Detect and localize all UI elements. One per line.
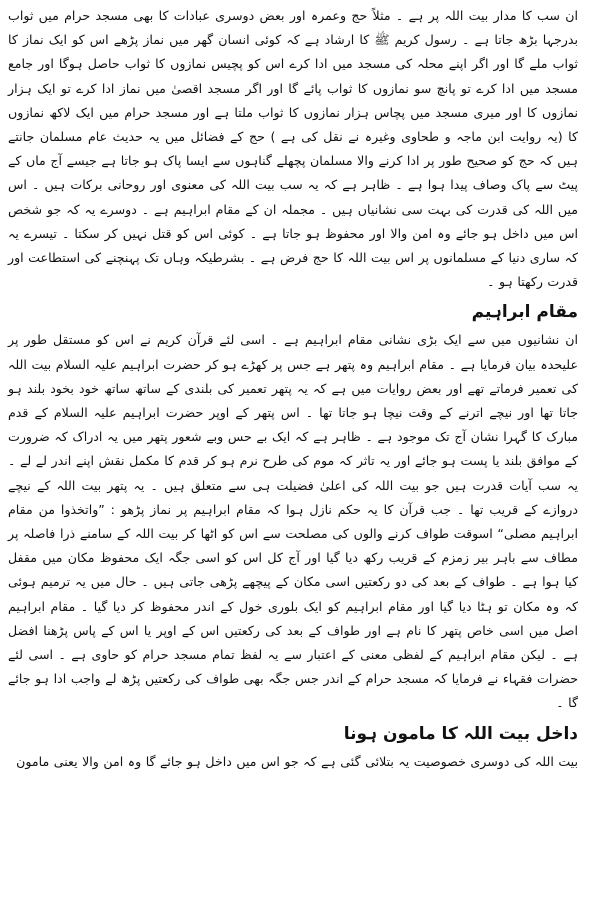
section-heading-safety-in-kaaba: داخل بیت اللہ کا مامون ہونا: [343, 723, 578, 744]
paragraph-safety: بیت اللہ کی دوسری خصوصیت یہ بتلائی گئی ہے کہ جو اس میں داخل ہو جائے گا وہ امن والا یعنی مامون: [16, 753, 578, 769]
paragraph-maqam-ibrahim: ان نشانیوں میں سے ایک بڑی نشانی مقام ابراہیم ہے ۔ اسی لئے قرآن کریم نے اس کو مستقل طور پر علیحدہ بیان فرمایا ہے ۔ مقام ابراہیم وہ پتھر ہے جس پر کھڑے ہو کر حضرت ابراہیم علیہ السلام بیت اللہ کی تعمیر فرماتے تھے اور بعض روایات میں ہے کہ یہ پتھر تعمیر کی بلندی کے ساتھ ساتھ خود بخود بلند ہو جاتا تھا اور نیچے اترنے کے وقت نیچا ہو جاتا تھا ۔ اس پتھر کے اوپر حضرت ابراہیم علیہ السلام کے قدم مبارک کا گہرا نشان آج تک موجود ہے ۔ ظاہر ہے کہ ایک بے حس وبے شعور پتھر میں یہ ادراک کہ ضرورت کے موافق بلند یا پست ہو جائے اور یہ تاثر کہ موم کی طرح نرم ہو کر قدم کا مکمل نقش اپنے اندر لے لے ۔ یہ سب آیات قدرت ہیں جو بیت اللہ کی اعلیٰ فضیلت ہی سے متعلق ہیں ۔ یہ پتھر بیت اللہ کے نیچے دروازے کے قریب تھا ۔ جب قرآن کا یہ حکم نازل ہوا کہ مقام ابراہیم پر نماز پڑھو : ”واتخذوا من مقام ابراہیم مصلی“ اسوقت طواف کرنے والوں کی مصلحت سے اس کو اٹھا کر بیت اللہ کے سامنے ذرا فاصلہ پر مطاف سے باہر بیر زمزم کے قریب رکھ دیا گیا اور آج کل اس کو اسی جگہ ایک محفوظ مکان میں مقفل کیا ہوا ہے ۔ طواف کے بعد کی دو رکعتیں اسی مکان کے پیچھے پڑھی جاتی ہیں ۔ حال میں یہ ترمیم ہوئی کہ وہ مکان تو ہٹا دیا گیا اور مقام ابراہیم کو ایک بلوری خول کے اندر محفوظ کر دیا گیا ۔ مقام ابراہیم اصل میں اسی خاص پتھر کا نام ہے اور طواف کے بعد کی رکعتیں اس کے اوپر یا اس کے پاس پڑھنا افضل ہے ۔ لیکن مقام ابراہیم کے لفظی معنی کے اعتبار سے یہ لفظ تمام مسجد حرام کو حاوی ہے ۔ اسی لئے حضرات فقہاء نے فرمایا کہ مسجد حرام کے اندر جس جگہ بھی طواف کی رکعتیں پڑھ لے واجب ادا ہو جائے گا ۔: [8, 332, 578, 711]
section-heading-maqam-ibrahim: مقام ابراہیم: [471, 302, 578, 323]
paragraph-intro: ان سب کا مدار بیت اللہ پر ہے ۔ مثلاً حج وعمرہ اور بعض دوسری عبادات کا بھی مسجد حرام میں ثواب بدرجہا بڑھ جاتا ہے ۔ رسول کریم ﷺ کا ارشاد ہے کہ کوئی انسان گھر میں نماز پڑھے اس کو ایک نماز کا ثواب ملے گا اور اگر اپنے محلہ کی مسجد میں ادا کرے اس کو پچیس نمازوں کا ثواب حاصل ہوگا اور جامع مسجد میں ادا کرے تو پانچ سو نمازوں کا ثواب پائے گا اور اگر مسجد اقصیٰ میں نماز ادا کرے تو ایک ہزار نمازوں کا اور میری مسجد میں پچاس ہزار نمازوں کا ثواب ملتا ہے اور مسجد حرام میں ایک لاکھ نمازوں کا (یہ روایت ابن ماجہ و طحاوی وغیرہ نے نقل کی ہے ) حج کے فضائل میں یہ حدیث عام مسلمان جانتے ہیں کہ حج کو صحیح طور پر ادا کرنے والا مسلمان پچھلے گناہوں سے ایسا پاک ہو جاتا ہے جیسے آج ماں کے پیٹ سے پاک وصاف پیدا ہوا ہے ۔ ظاہر ہے کہ یہ سب بیت اللہ کی معنوی اور روحانی برکات ہیں ۔ اس میں اللہ کی قدرت کی بہت سی نشانیاں ہیں ۔ مجملہ ان کے مقام ابراہیم ہے ۔ دوسرے یہ کہ جو شخص اس میں داخل ہو جائے وہ امن والا اور محفوظ ہو جاتا ہے ۔ کوئی اس کو قتل نہیں کر سکتا ۔ تیسرے یہ کہ ساری دنیا کے مسلمانوں پر اس بیت اللہ کا حج فرض ہے ۔ بشرطیکہ وہاں تک پہنچنے کی استطاعت اور قدرت رکھتا ہو ۔: [8, 8, 578, 290]
